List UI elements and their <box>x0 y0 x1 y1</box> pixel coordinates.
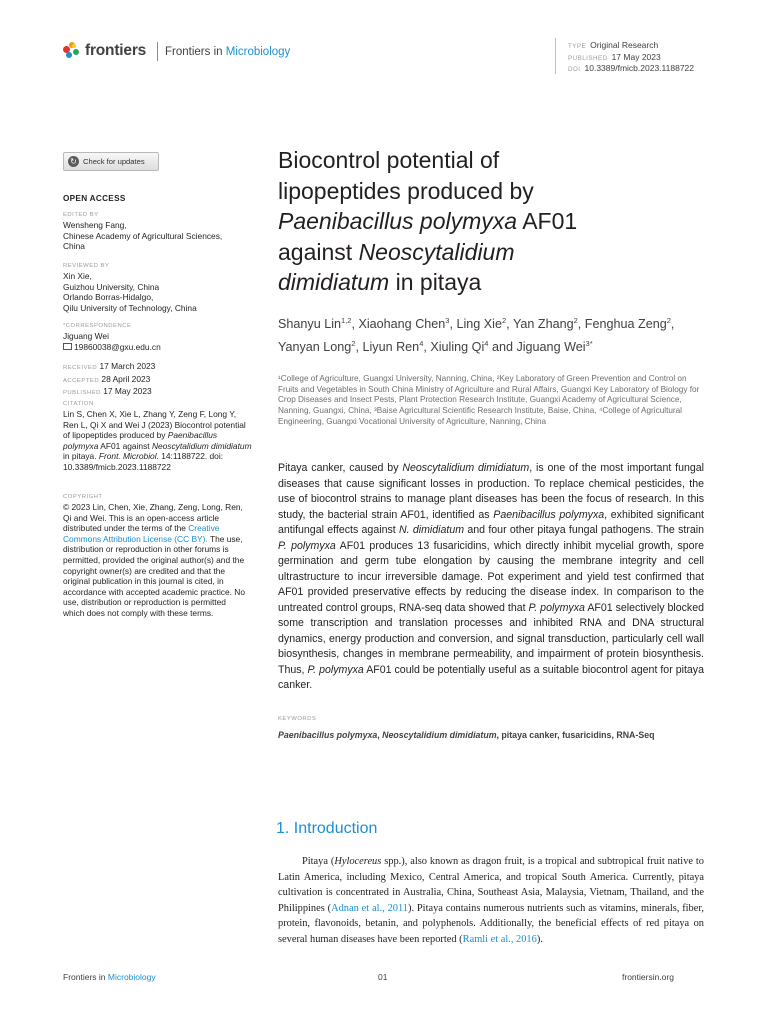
author-affiliation-mark: 2 <box>573 316 578 325</box>
brand-name: frontiers <box>85 42 147 59</box>
header-divider <box>157 42 158 61</box>
text-run: Hylocereus <box>334 856 382 867</box>
author-name: Xiaohang Chen <box>358 317 446 332</box>
text-run: P. polymyxa <box>307 663 364 676</box>
text-run: N. dimidiatum <box>398 524 465 536</box>
meta-divider <box>555 38 556 74</box>
text-run: Neoscytalidium dimidiatum <box>402 462 530 474</box>
text-run: , pitaya canker, fusaricidins, RNA-Seq <box>496 730 655 740</box>
meta-type: TYPE Original Research <box>568 40 659 50</box>
text-run: P. polymyxa <box>278 539 336 552</box>
correspondence: *CORRESPONDENCE Jiguang Wei 19860038@gxu.edu.cn <box>63 323 253 352</box>
author-name: Xiuling Qi <box>430 340 485 355</box>
author-affiliation-mark: 3 <box>445 316 450 325</box>
author-name: Liyun Ren <box>362 340 420 355</box>
author-affiliation-mark: 2 <box>351 339 356 349</box>
text-run: , exhibited significant antifungal effects against <box>278 508 704 536</box>
email-icon <box>63 343 72 350</box>
citation: CITATION Lin S, Chen X, Xie L, Zhang Y, Zeng F, Long Y, Ren L, Qi X and Wei J (2023) Biocontrol potential of lipopeptides produced by Paenibacillus polymyxa AF01 against Neoscytalidium dimidiatum in pitaya. Front. Microbiol. 14:1188722. doi: 10.3389/fmicb.2023.1188722 <box>63 401 252 472</box>
meta-published: PUBLISHED 17 May 2023 <box>568 51 661 62</box>
author-affiliation-mark: 3* <box>585 339 593 349</box>
footer-journal[interactable]: Frontiers in Microbiology <box>63 972 156 982</box>
copyright: COPYRIGHT © 2023 Lin, Chen, Xie, Zhang, Zeng, Long, Ren, Qi and Wei. This is an open-access article distributed under the terms of the Creative Commons Attribution License (CC BY). The use, distribution or reproduction in other forums is permitted, provided the original author(s) and the copyright owner(s) are credited and that the original publication in this journal is cited, in accordance with accepted academic practice. No use, distribution or reproduction is permitted which does not comply with these terms. <box>63 494 246 618</box>
frontiers-logo-icon <box>63 42 81 60</box>
check-for-updates-button[interactable]: ↻ Check for updates <box>63 152 159 171</box>
footer-site-link[interactable]: frontiersin.org <box>622 972 674 982</box>
meta-doi[interactable]: DOI 10.3389/fmicb.2023.1188722 <box>568 63 695 73</box>
text-run: , <box>377 730 383 740</box>
license-link[interactable]: Creative Commons Attribution License (CC BY). <box>63 523 220 544</box>
reference-link[interactable]: Adnan et al., 2011 <box>331 902 408 914</box>
text-run: AF01 selectively blocked some transcription and translation processes and inhibited RNA and DNA structural dynamics, energy production and conversion, and signal transduction, particularly cell wall biosynthesis, changes in membrane permeability, and impairment of protein biosynthesis. Thus, <box>278 601 704 676</box>
article-dates: RECEIVED 17 March 2023 ACCEPTED 28 April 2023 PUBLISHED 17 May 2023 <box>63 361 156 397</box>
author-affiliation-mark: 4 <box>419 339 424 349</box>
abstract <box>278 461 704 694</box>
author-affiliation-mark: 4 <box>484 339 489 349</box>
affiliations: ¹College of Agriculture, Guangxi University, Nanning, China, ²Key Laboratory of Green Prevention and Control on Fruits and Vegetables in South China Ministry of Agriculture and Rural Affairs, Guangxi Key Laboratory of Biology for Crop Diseases and Insect Pests, Plant Protection Research Institute, Guangxi Academy of Agricultural Science, Nanning, Guangxi, China, ³Baise Agricultural Scientific Research Institute, Baise, China, ⁴College of Agricultural Engineering, Guangxi Vocational University of Agriculture, Nanning, China <box>278 374 700 426</box>
text-run: spp.), also known as dragon fruit, is a tropical and subtropical fruit native to Latin America, including Mexico, Central America, and tropical South America. Currently, pitaya cultivation is concentrated in Australia, China, Southeast Asia, Malaysia, Vietnam, Thailand, and the Philippines ( <box>278 856 704 914</box>
author-name: Ling Xie <box>456 317 502 332</box>
author-list: Shanyu Lin$^{1,2}$, Xiaohang Chen$^3$, Ling Xie$^2$, Yan Zhang$^2$, Fenghua Zeng$^2$, Yanyan Long$^2$, Liyun Ren$^4$, Xiuling Qi$^4$ and Jiguang Wei$^{3*}$ <box>278 316 675 355</box>
article-title: Biocontrol potential of lipopeptides produced by Paenibacillus polymyxa AF01 against Neoscytalidium dimidiatum in pitaya <box>278 147 578 295</box>
journal-name[interactable]: Frontiers in Microbiology <box>165 46 291 58</box>
author-affiliation-mark: 1,2 <box>341 316 352 325</box>
section-heading: 1. Introduction <box>276 820 378 837</box>
text-run: Neoscytalidium dimidiatum <box>382 730 497 740</box>
text-run: Pitaya ( <box>302 856 335 867</box>
correspondence-email[interactable]: 19860038@gxu.edu.cn <box>63 342 253 353</box>
author-name: Shanyu Lin <box>278 317 342 332</box>
reference-link[interactable]: Ramli et al., 2016 <box>462 933 537 945</box>
author-affiliation-mark: 2 <box>666 316 671 325</box>
author-name: Fenghua Zeng <box>584 317 667 332</box>
text-run: Paenibacillus polymyxa <box>278 730 378 740</box>
text-run: P. polymyxa <box>528 601 585 614</box>
citation-doi[interactable]: doi: 10.3389/fmicb.2023.1188722 <box>63 451 224 472</box>
introduction-paragraph <box>278 854 704 948</box>
text-run: ). Pitaya contains numerous nutrients such as vitamins, minerals, fiber, protein, flavonoids, betanin, and polyphenols. Additionally, the beneficial effects of red pitaya on several human diseases have been reported ( <box>278 902 705 945</box>
page-number: 01 <box>378 972 388 982</box>
frontiers-logo[interactable] <box>63 42 146 60</box>
author-affiliation-mark: 2 <box>501 316 507 325</box>
text-run: , is one of the most important fungal diseases that cause significant losses in production. To replace chemical pesticides, the use of biocontrol strains to manage plant diseases has been the focus of research. In this study, the bacterial strain AF01, identified as <box>278 462 704 521</box>
keywords <box>278 729 698 742</box>
refresh-icon: ↻ <box>68 156 79 167</box>
text-run: AF01 produces 13 fusaricidins, which directly inhibit mycelial growth, spore germination and germ tube elongation by causing the membrane integrity and cell ultrastructure to incur irreversible damage. Pot experiment and yield test confirmed that AF01 provided preservative effects by reducing the disease index. In comparison to the untreated control groups, RNA-seq data showed that <box>278 539 704 614</box>
text-run: AF01 could be potentially useful as a suitable biocontrol agent for pitaya canker. <box>278 663 704 691</box>
text-run: and four other pitaya fungal pathogens. The strain <box>464 524 704 536</box>
author-name: Jiguang Wei <box>516 340 586 355</box>
author-name: Yan Zhang <box>512 317 574 332</box>
text-run: Paenibacillus polymyxa <box>493 508 605 521</box>
edited-by: EDITED BY Wensheng Fang, Chinese Academy of Agricultural Sciences, China <box>63 212 223 252</box>
text-run: ). <box>536 933 543 945</box>
text-run: Pitaya canker, caused by <box>278 462 403 474</box>
reviewed-by: REVIEWED BY Xin Xie, Guizhou University, China Orlando Borras-Hidalgo, Qilu University of Technology, China <box>63 263 197 313</box>
keywords-label: KEYWORDS <box>278 716 317 722</box>
open-access-label: OPEN ACCESS <box>63 194 126 203</box>
author-name: Yanyan Long <box>278 340 352 355</box>
